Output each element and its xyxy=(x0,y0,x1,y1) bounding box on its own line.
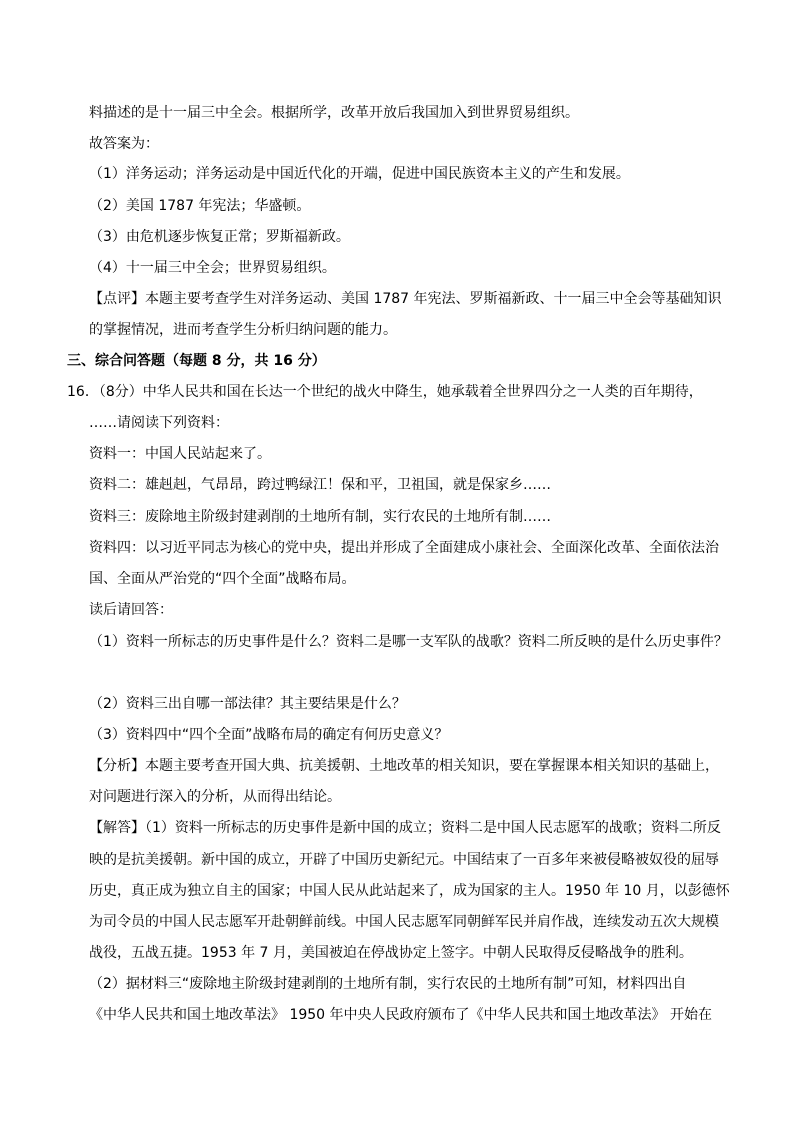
text-line: （4）十一届三中全会；世界贸易组织。 xyxy=(89,260,336,276)
text-line: ……请阅读下列资料： xyxy=(89,415,229,431)
question-stem: 16．（8分）中华人民共和国在长达一个世纪的战火中降生，她承载着全世界四分之一人类的百年期待， xyxy=(67,384,703,400)
text-line: 对问题进行深入的分析，从而得出结论。 xyxy=(89,789,341,805)
text-line: （2）据材料三“废除地主阶级封建剥削的土地所有制，实行农民的土地所有制”可知，材料四出自 xyxy=(89,976,687,992)
material-line: 资料二：雄赳赳，气昂昂，跨过鸭绿江！保和平，卫祖国，就是保家乡…… xyxy=(89,477,551,493)
text-line: 为司令员的中国人民志愿军开赴朝鲜前线。中国人民志愿军同朝鲜军民并肩作战，连续发动五次大规模 xyxy=(89,914,719,930)
text-line: 战役，五战五捷。1953 年 7 月，美国被迫在停战协定上签字。中朝人民取得反侵略战争的胜利。 xyxy=(89,945,693,961)
text-line: 的掌握情况，进而考查学生分析归纳问题的能力。 xyxy=(89,322,397,338)
text-line: 料描述的是十一届三中全会。根据所学，改革开放后我国加入到世界贸易组织。 xyxy=(89,105,579,121)
sub-question: （2）资料三出自哪一部法律？其主要结果是什么？ xyxy=(89,696,406,712)
material-line: 资料四：以习近平同志为核心的党中央，提出并形成了全面建成小康社会、全面深化改革、全面依法治 xyxy=(89,540,719,556)
sub-question: （1）资料一所标志的历史事件是什么？资料二是哪一支军队的战歌？资料二所反映的是什么历史事件？ xyxy=(89,634,728,650)
section-heading: 三、综合问答题（每题 8 分，共 16 分） xyxy=(67,353,326,369)
text-line: （2）美国 1787 年宪法；华盛顿。 xyxy=(89,198,311,214)
text-line: 历史，真正成为独立自主的国家；中国人民从此站起来了，成为国家的主人。1950 年 10 月，以彭德怀 xyxy=(89,883,730,899)
text-line: 读后请回答： xyxy=(89,602,173,618)
text-line: 《中华人民共和国土地改革法》 1950 年中央人民政府颁布了《中华人民共和国土地改革法》 开始在 xyxy=(89,1007,712,1023)
material-line: 资料三：废除地主阶级封建剥削的土地所有制，实行农民的土地所有制…… xyxy=(89,509,551,525)
text-line: 故答案为： xyxy=(89,136,159,152)
answer-line: 【解答】（1）资料一所标志的历史事件是新中国的成立；资料二是中国人民志愿军的战歌；资料二所反 xyxy=(89,820,721,836)
analysis-line: 【分析】本题主要考查开国大典、抗美援朝、土地改革的相关知识，要在掌握课本相关知识的基础上， xyxy=(89,758,719,774)
sub-question: （3）资料四中“四个全面”战略布局的确定有何历史意义？ xyxy=(89,727,449,743)
material-line: 国、全面从严治党的“四个全面”战略布局。 xyxy=(89,571,356,587)
comment-line: 【点评】本题主要考查学生对洋务运动、美国 1787 年宪法、罗斯福新政、十一届三中全会等基础知识 xyxy=(89,291,722,307)
text-line: 映的是抗美援朝。新中国的成立，开辟了中国历史新纪元。中国结束了一百多年来被侵略被奴役的屈辱 xyxy=(89,852,719,868)
text-line: （1）洋务运动；洋务运动是中国近代化的开端，促进中国民族资本主义的产生和发展。 xyxy=(89,166,630,182)
text-line: （3）由危机逐步恢复正常；罗斯福新政。 xyxy=(89,229,350,245)
material-line: 资料一：中国人民站起来了。 xyxy=(89,446,271,462)
